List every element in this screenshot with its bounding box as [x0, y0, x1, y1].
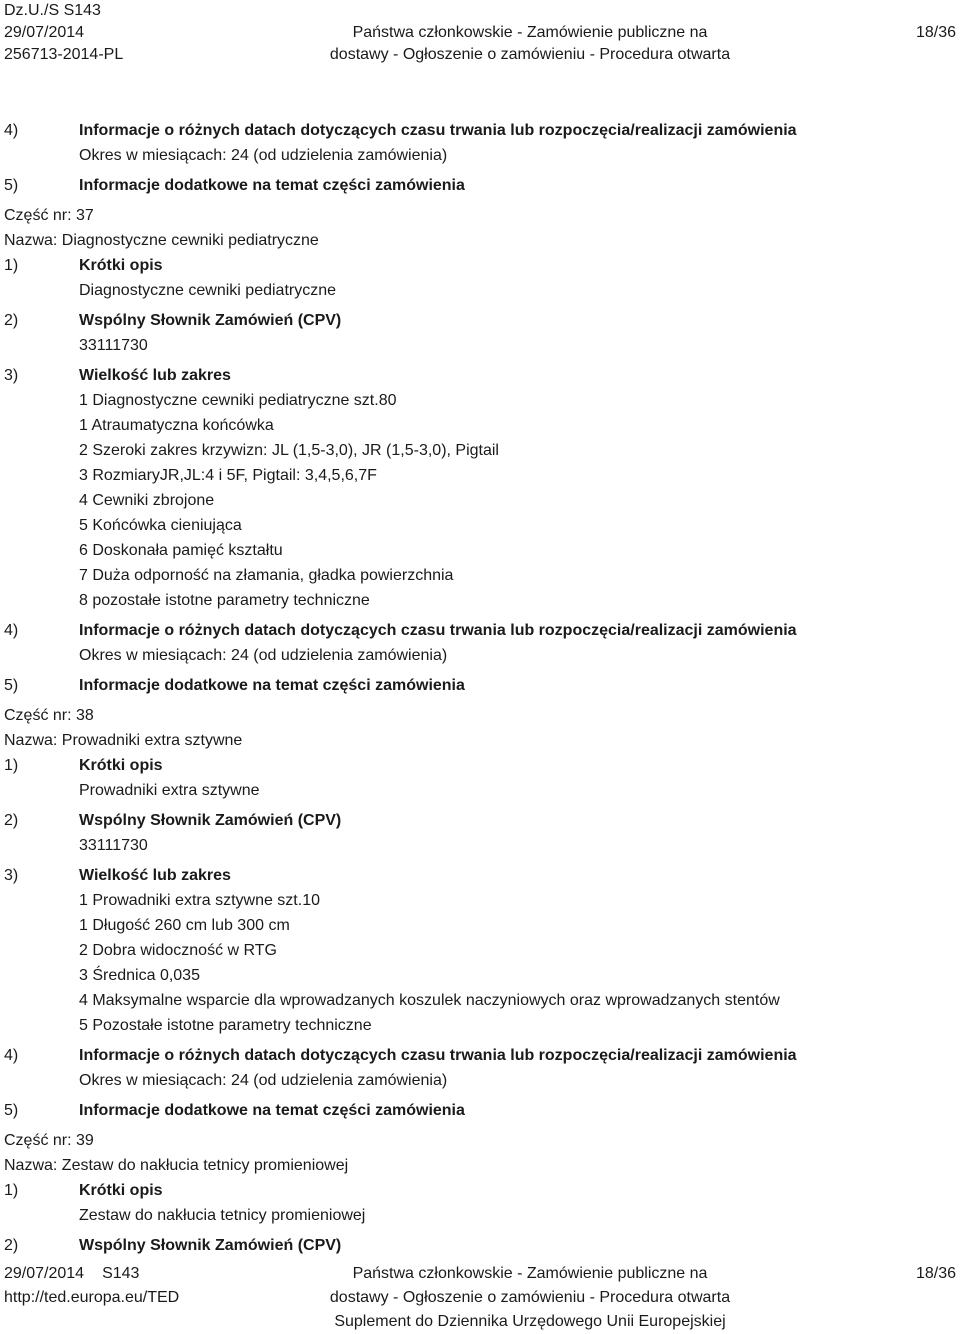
section-number: 3) — [4, 867, 19, 884]
quantity-line — [0, 1013, 960, 1038]
section-label: Informacje dodatkowe na temat części zamówienia — [79, 1102, 465, 1119]
quantity-text: 4 Maksymalne wsparcie dla wprowadzanych koszulek naczyniowych oraz wprowadzanych stentów — [79, 992, 780, 1009]
section-5-heading — [0, 1098, 960, 1123]
quantity-text: 2 Dobra widoczność w RTG — [79, 942, 277, 959]
duration-text: Okres w miesiącach: 24 (od udzielenia zamówienia) — [79, 1072, 448, 1089]
section-5-heading — [0, 173, 960, 198]
quantity-text: 5 Końcówka cieniująca — [79, 517, 242, 534]
section-number: 2) — [4, 312, 19, 329]
section-label: Krótki opis — [79, 257, 163, 274]
part-name-text: Nazwa: Prowadniki extra sztywne — [4, 732, 243, 749]
part-number — [0, 703, 960, 728]
section-label: Informacje o różnych datach dotyczących czasu trwania lub rozpoczęcia/realizacji zamówienia — [79, 122, 797, 139]
quantity-text: 1 Długość 260 cm lub 300 cm — [79, 917, 290, 934]
document-body — [0, 118, 960, 1258]
part-number — [0, 1128, 960, 1153]
section-label: Informacje dodatkowe na temat części zamówienia — [79, 677, 465, 694]
footer-title-line3: Suplement do Dziennika Urzędowego Unii Europejskiej — [334, 1313, 726, 1330]
header-page-number: 18/36 — [915, 24, 956, 41]
section-label: Informacje o różnych datach dotyczących czasu trwania lub rozpoczęcia/realizacji zamówienia — [79, 622, 797, 639]
quantity-text: 1 Atraumatyczna końcówka — [79, 417, 274, 434]
section-4-value — [0, 643, 960, 668]
quantity-line — [0, 413, 960, 438]
section-label: Wielkość lub zakres — [79, 367, 231, 384]
quantity-heading — [0, 363, 960, 388]
section-label: Wspólny Słownik Zamówień (CPV) — [79, 312, 342, 329]
part-name — [0, 728, 960, 753]
section-number: 4) — [4, 622, 19, 639]
section-number: 4) — [4, 122, 19, 139]
quantity-text: 1 Prowadniki extra sztywne szt.10 — [79, 892, 320, 909]
section-number: 2) — [4, 1237, 19, 1254]
quantity-line — [0, 488, 960, 513]
section-4-value — [0, 1068, 960, 1093]
section-4-heading — [0, 618, 960, 643]
quantity-text: 1 Diagnostyczne cewniki pediatryczne szt.80 — [79, 392, 397, 409]
section-number: 5) — [4, 177, 19, 194]
section-number: 1) — [4, 1182, 19, 1199]
footer-title — [300, 1262, 760, 1334]
header-notice-id: 256713-2014-PL — [4, 46, 124, 63]
description-text: Zestaw do nakłucia tetnicy promieniowej — [79, 1207, 366, 1224]
section-label: Krótki opis — [79, 1182, 163, 1199]
footer-left — [4, 1262, 179, 1310]
footer-series: S143 — [102, 1265, 140, 1282]
section-5-heading — [0, 673, 960, 698]
cpv-heading — [0, 808, 960, 833]
part-name-text: Nazwa: Zestaw do nakłucia tetnicy promieniowej — [4, 1157, 349, 1174]
short-description-value — [0, 1203, 960, 1228]
short-description-value — [0, 778, 960, 803]
quantity-line — [0, 538, 960, 563]
cpv-heading — [0, 308, 960, 333]
quantity-text: 4 Cewniki zbrojone — [79, 492, 215, 509]
section-label: Krótki opis — [79, 757, 163, 774]
section-label: Informacje o różnych datach dotyczących czasu trwania lub rozpoczęcia/realizacji zamówienia — [79, 1047, 797, 1064]
short-description-heading — [0, 253, 960, 278]
page-footer — [0, 1262, 960, 1334]
part-name — [0, 228, 960, 253]
section-label: Informacje dodatkowe na temat części zamówienia — [79, 177, 465, 194]
section-number: 3) — [4, 367, 19, 384]
description-text: Diagnostyczne cewniki pediatryczne — [79, 282, 337, 299]
page-header — [0, 0, 960, 70]
cpv-value — [0, 833, 960, 858]
quantity-text: 7 Duża odporność na złamania, gładka powierzchnia — [79, 567, 454, 584]
description-text: Prowadniki extra sztywne — [79, 782, 260, 799]
section-number: 2) — [4, 812, 19, 829]
section-number: 1) — [4, 257, 19, 274]
quantity-text: 2 Szeroki zakres krzywizn: JL (1,5-3,0), JR (1,5-3,0), Pigtail — [79, 442, 499, 459]
header-title — [300, 22, 760, 66]
cpv-code: 33111730 — [79, 837, 148, 854]
part-name-text: Nazwa: Diagnostyczne cewniki pediatryczne — [4, 232, 319, 249]
quantity-line — [0, 563, 960, 588]
footer-title-line2: dostawy - Ogłoszenie o zamówieniu - Procedura otwarta — [329, 1289, 731, 1306]
cpv-heading — [0, 1233, 960, 1258]
header-left — [4, 0, 123, 66]
quantity-line — [0, 463, 960, 488]
header-date: 29/07/2014 — [4, 24, 85, 41]
quantity-text: 6 Doskonała pamięć kształtu — [79, 542, 283, 559]
part-number-text: Część nr: 39 — [4, 1132, 94, 1149]
short-description-heading — [0, 1178, 960, 1203]
quantity-heading — [0, 863, 960, 888]
section-label: Wielkość lub zakres — [79, 867, 231, 884]
part-name — [0, 1153, 960, 1178]
quantity-text: 5 Pozostałe istotne parametry techniczne — [79, 1017, 372, 1034]
short-description-heading — [0, 753, 960, 778]
footer-page-number: 18/36 — [915, 1265, 956, 1282]
section-number: 5) — [4, 1102, 19, 1119]
quantity-text: 3 Średnica 0,035 — [79, 967, 200, 984]
duration-text: Okres w miesiącach: 24 (od udzielenia zamówienia) — [79, 147, 448, 164]
quantity-line — [0, 938, 960, 963]
section-number: 5) — [4, 677, 19, 694]
quantity-line — [0, 513, 960, 538]
cpv-value — [0, 333, 960, 358]
footer-url-link[interactable]: http://ted.europa.eu/TED — [4, 1289, 180, 1306]
duration-text: Okres w miesiącach: 24 (od udzielenia zamówienia) — [79, 647, 448, 664]
section-label: Wspólny Słownik Zamówień (CPV) — [79, 812, 342, 829]
footer-title-line1: Państwa członkowskie - Zamówienie publiczne na — [352, 1265, 708, 1282]
short-description-value — [0, 278, 960, 303]
quantity-line — [0, 913, 960, 938]
section-4-value — [0, 143, 960, 168]
quantity-line — [0, 988, 960, 1013]
section-label: Wspólny Słownik Zamówień (CPV) — [79, 1237, 342, 1254]
header-title-line1: Państwa członkowskie - Zamówienie publiczne na — [352, 24, 708, 41]
part-number-text: Część nr: 37 — [4, 207, 94, 224]
quantity-text: 3 RozmiaryJR,JL:4 i 5F, Pigtail: 3,4,5,6,7F — [79, 467, 377, 484]
section-number: 4) — [4, 1047, 19, 1064]
quantity-line — [0, 963, 960, 988]
quantity-line — [0, 888, 960, 913]
quantity-line — [0, 438, 960, 463]
quantity-text: 8 pozostałe istotne parametry techniczne — [79, 592, 370, 609]
footer-date: 29/07/2014 — [4, 1265, 85, 1282]
quantity-line — [0, 588, 960, 613]
header-title-line2: dostawy - Ogłoszenie o zamówieniu - Procedura otwarta — [329, 46, 731, 63]
section-4-heading — [0, 1043, 960, 1068]
cpv-code: 33111730 — [79, 337, 148, 354]
part-number-text: Część nr: 38 — [4, 707, 94, 724]
section-number: 1) — [4, 757, 19, 774]
header-journal: Dz.U./S S143 — [4, 2, 101, 19]
part-number — [0, 203, 960, 228]
quantity-line — [0, 388, 960, 413]
section-4-heading — [0, 118, 960, 143]
